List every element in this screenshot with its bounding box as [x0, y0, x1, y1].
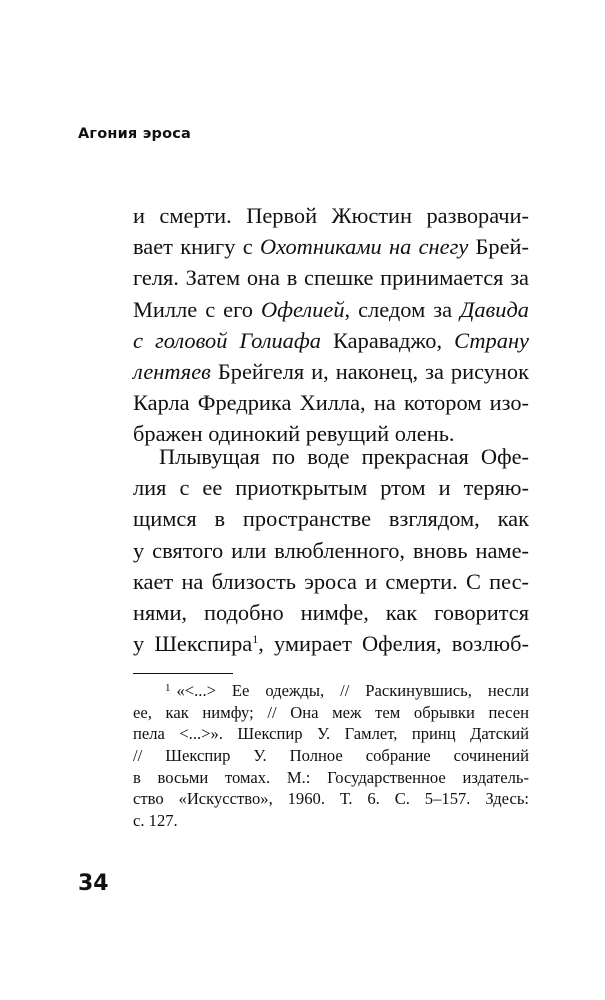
- footnote-marker: 1: [165, 682, 171, 694]
- text-line: лентяев Брейгеля и, наконец, за рисунок: [133, 358, 529, 384]
- text-line: с головой Голиафа Караваджо, Страну: [133, 327, 529, 353]
- footnote: [133, 680, 529, 832]
- text-line: бражен одинокий ревущий олень.: [133, 421, 455, 447]
- paragraph-1: [133, 200, 529, 450]
- text-line: нями, подобно нимфе, как говорится: [133, 599, 529, 625]
- italic-title: Давида: [460, 296, 529, 322]
- italic-title: Офелией: [260, 296, 345, 322]
- footnote-divider: [133, 673, 233, 674]
- footnote-line: ство «Искусство», 1960. Т. 6. С. 5–157. Здесь:: [133, 789, 529, 809]
- page-number: 34: [78, 871, 109, 896]
- text-line: у Шекспира$^1$, умирает Офелия, возлюб-: [133, 631, 529, 657]
- text-line: Карла Фредрика Хилла, на котором изо-: [133, 390, 529, 416]
- footnote-line: с. 127.: [133, 811, 178, 831]
- footnote-reference[interactable]: 1: [252, 632, 259, 647]
- text-line: у святого или влюбленного, вновь наме-: [133, 537, 529, 563]
- paragraph-2: [133, 441, 529, 659]
- italic-title: Охотниками на снегу: [259, 234, 469, 260]
- footnote-line: ее, как нимфу; // Она меж тем обрывки песен: [133, 702, 529, 722]
- running-head: Агония эроса: [78, 126, 192, 142]
- italic-title: Страну: [454, 327, 529, 353]
- footnote-line: в восьми томах. М.: Государственное издатель-: [133, 767, 529, 787]
- footnote-line: $^1$ «<...> Ее одежды, // Раскинувшись, несли: [165, 681, 529, 700]
- text-line: лия с ее приоткрытым ртом и теряю-: [133, 475, 529, 501]
- footnote-line: // Шекспир У. Полное собрание сочинений: [133, 746, 529, 766]
- text-line: вает книгу с Охотниками на снегу Брей-: [133, 234, 529, 260]
- text-line: Милле с его Офелией, следом за Давида: [133, 296, 529, 322]
- footnote-line: пела <...>». Шекспир У. Гамлет, принц Датский: [133, 724, 529, 744]
- text-line: кает на близость эроса и смерти. С пес-: [133, 568, 529, 594]
- text-line: щимся в пространстве взглядом, как: [133, 506, 529, 532]
- italic-title: с головой Голиафа: [133, 327, 321, 353]
- italic-title: лентяев: [133, 358, 211, 384]
- text-line: геля. Затем она в спешке принимается за: [133, 265, 529, 291]
- text-line: и смерти. Первой Жюстин разворачи-: [133, 203, 529, 228]
- text-line: Плывущая по воде прекрасная Офе-: [159, 444, 529, 469]
